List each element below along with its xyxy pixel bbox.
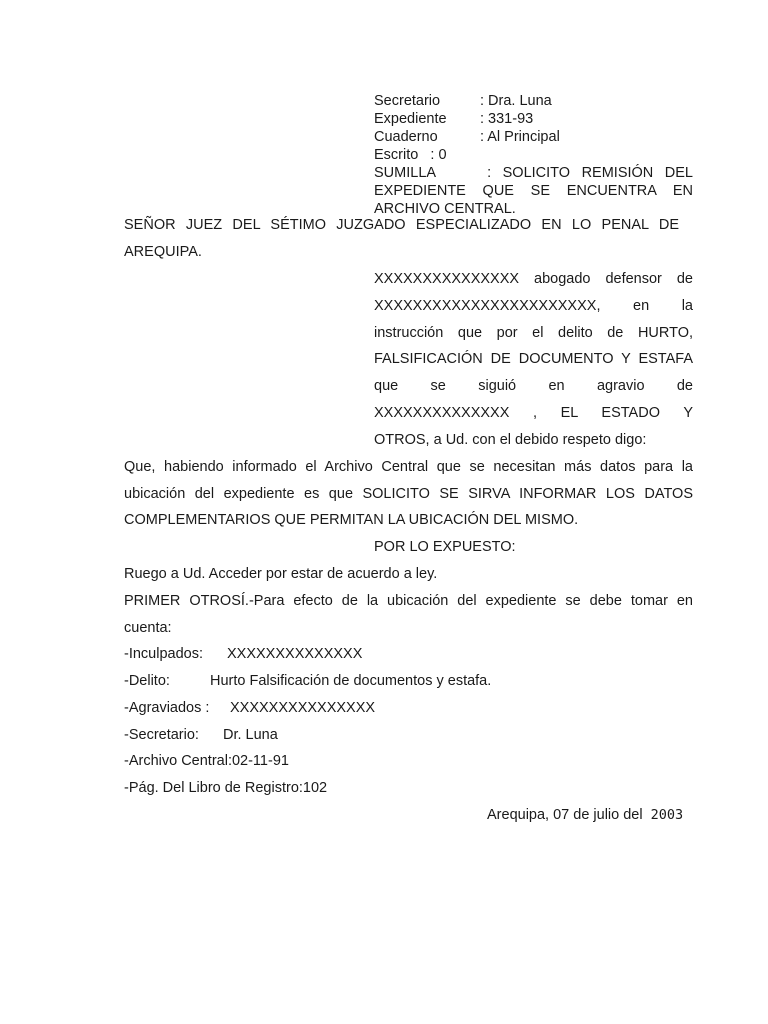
otrosi-line-1: PRIMER OTROSÍ.-Para efecto de la ubicación del expediente se debe tomar en xyxy=(124,593,693,609)
cuaderno-row xyxy=(374,128,694,146)
expediente-value: : 331-93 xyxy=(480,111,534,127)
detail-inculpados-value: XXXXXXXXXXXXXX xyxy=(227,646,363,662)
detail-secretario-value: Dr. Luna xyxy=(223,727,278,743)
closing-date xyxy=(487,802,683,829)
intro-line-2: XXXXXXXXXXXXXXXXXXXXXXX, en la xyxy=(374,298,693,314)
cuaderno-label: Cuaderno xyxy=(374,129,438,145)
header-metadata xyxy=(374,92,694,164)
ruego-line: Ruego a Ud. Acceder por estar de acuerdo a ley. xyxy=(124,566,438,582)
expediente-label: Expediente xyxy=(374,111,447,127)
para1-line-1: Que, habiendo informado el Archivo Central que se necesitan más datos para la xyxy=(124,459,693,475)
detail-pagina: -Pág. Del Libro de Registro:102 xyxy=(124,780,328,796)
addressee-line-1: SEÑOR JUEZ DEL SÉTIMO JUZGADO ESPECIALIZADO EN LO PENAL DE xyxy=(124,217,679,233)
intro-line-1: XXXXXXXXXXXXXXX abogado defensor de xyxy=(374,271,693,287)
addressee-line-2: AREQUIPA. xyxy=(124,244,202,260)
detail-delito-value: Hurto Falsificación de documentos y estafa. xyxy=(210,673,492,689)
secretario-label: Secretario xyxy=(374,93,441,109)
escrito-text: Escrito : 0 xyxy=(374,147,447,163)
expediente-row xyxy=(374,110,694,128)
para1-line-3: COMPLEMENTARIOS QUE PERMITAN LA UBICACIÓN DEL MISMO. xyxy=(124,512,579,528)
detail-delito-label: -Delito: xyxy=(124,673,170,689)
escrito-row xyxy=(374,146,694,164)
otrosi-line-2: cuenta: xyxy=(124,620,172,636)
secretario-row xyxy=(374,92,694,110)
sumilla: SUMILLA : SOLICITO REMISIÓN DEL EXPEDIENTE QUE SE ENCUENTRA EN ARCHIVO CENTRAL. xyxy=(374,165,698,217)
para1-line-2: ubicación del expediente es que SOLICITO SE SIRVA INFORMAR LOS DATOS xyxy=(124,486,693,502)
closing-year: 2003 xyxy=(650,807,684,823)
secretario-value: : Dra. Luna xyxy=(480,93,552,109)
detail-agraviados-value: XXXXXXXXXXXXXXX xyxy=(230,700,376,716)
detail-inculpados-label: -Inculpados: xyxy=(124,646,203,662)
detail-archivo: -Archivo Central:02-11-91 xyxy=(124,753,289,769)
intro-line-3: instrucción que por el delito de HURTO, xyxy=(374,325,693,341)
detail-agraviados-label: -Agraviados : xyxy=(124,700,210,716)
intro-line-6: XXXXXXXXXXXXXX , EL ESTADO Y xyxy=(374,405,693,421)
intro-line-5: que se siguió en agravio de xyxy=(374,378,693,394)
intro-line-4: FALSIFICACIÓN DE DOCUMENTO Y ESTAFA xyxy=(374,351,693,367)
detail-secretario-label: -Secretario: xyxy=(124,727,199,743)
por-lo-expuesto: POR LO EXPUESTO: xyxy=(374,539,516,555)
intro-line-7: OTROS, a Ud. con el debido respeto digo: xyxy=(374,432,647,448)
closing-date-text: Arequipa, 07 de julio del xyxy=(487,807,643,823)
cuaderno-value: : Al Principal xyxy=(480,129,560,145)
